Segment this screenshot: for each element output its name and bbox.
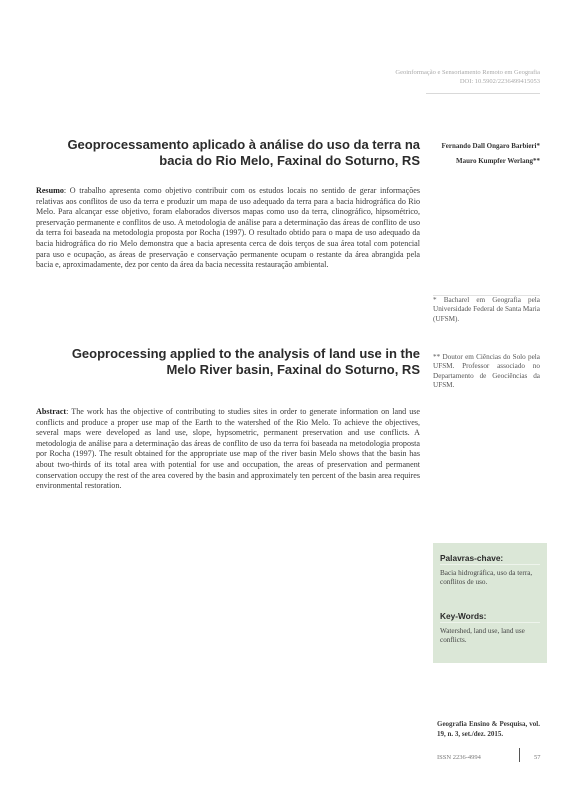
journal-citation: Geografia Ensino & Pesquisa, vol. 19, n. 3, set./dez. 2015.	[437, 720, 540, 738]
author-note-1: * Bacharel em Geografia pela Universidade Federal de Santa Maria (UFSM).	[433, 296, 540, 323]
author-2: Mauro Kumpfer Werlang**	[456, 157, 540, 165]
keywords-pt-text: Bacia hidrográfica, uso da terra, conflitos de uso.	[440, 569, 533, 587]
abstract-pt	[36, 186, 420, 271]
abstract-en-text: : The work has the objective of contributing to studies sites in order to generate information on land use conflicts and produce a proper use map of the Earth to the watershed of the Rio Melo. To achieve the objectives, several maps were developed as land use, slope, hypsometric, permanent preservation and use conflicts. A metodologia de análise para a determinação das áreas de conflito de uso da terra foi baseada na metodologia proposta por Rocha (1997). The result obtained for the appropriate use map of the river basin Melo shows that the basin has about two-thirds of its total area with potential for use and occupation, the areas of preservation and permanent conservation occupy the rest of the area covered by the basin and approximately ten percent of the basin area requires environmental restoration.	[36, 407, 420, 491]
keywords-en-divider	[440, 622, 540, 623]
abstract-en	[36, 407, 420, 492]
article-title-pt: Geoprocessamento aplicado à análise do uso da terra na bacia do Rio Melo, Faxinal do Soturno, RS	[67, 137, 420, 168]
running-head-doi: DOI: 10.5902/2236499415053	[459, 78, 540, 85]
issn: ISSN 2236-4994	[437, 754, 481, 761]
running-head-journal: Geoinformação e Sensoriamento Remoto em Geografia	[395, 69, 540, 76]
keywords-pt-divider	[440, 564, 540, 565]
keywords-pt-heading: Palavras-chave:	[440, 553, 504, 563]
keywords-box	[433, 543, 547, 663]
author-note-2: ** Doutor em Ciências do Solo pela UFSM. Professor associado no Departamento de Geociências da UFSM.	[433, 353, 540, 389]
footer-separator	[519, 748, 520, 762]
page-number: 57	[534, 754, 541, 761]
running-head	[300, 68, 540, 86]
article-title-en: Geoprocessing applied to the analysis of land use in the Melo River basin, Faxinal do Soturno, RS	[71, 346, 420, 377]
keywords-en-heading: Key-Words:	[440, 611, 487, 621]
abstract-pt-text: : O trabalho apresenta como objetivo contribuir com os estudos locais no sentido de gerar informações relativas aos conflitos de uso da terra e produzir um mapa de uso adequado da terra para a bacia hidrográfica do Rio Melo. Para alcançar esse objetivo, foram elaborados diversos mapas como uso da terra, clinográfico, hipsométrico, preservação permanente e conflitos de uso. A metodologia de análise para a determinação das áreas de conflito de uso da terra foi baseada na metodologia proposta por Rocha (1997). O resultado obtido para o mapa de uso adequado da bacia hidrográfica do rio Melo demonstra que a bacia apresenta cerca de dois terços de sua área total com potencial para uso e ocupação, as áreas de preservação e conservação permanente ocupam o restante da área abrangida pela bacia e, aproximadamente, dez por cento da área da bacia necessita restauração ambiental.	[36, 186, 420, 270]
author-1: Fernando Dall Ongaro Barbieri*	[441, 142, 540, 150]
keywords-en-text: Watershed, land use, land use conflicts.	[440, 627, 525, 645]
abstract-pt-label: Resumo	[36, 186, 64, 195]
abstract-en-label: Abstract	[36, 407, 67, 416]
header-divider	[426, 93, 540, 94]
